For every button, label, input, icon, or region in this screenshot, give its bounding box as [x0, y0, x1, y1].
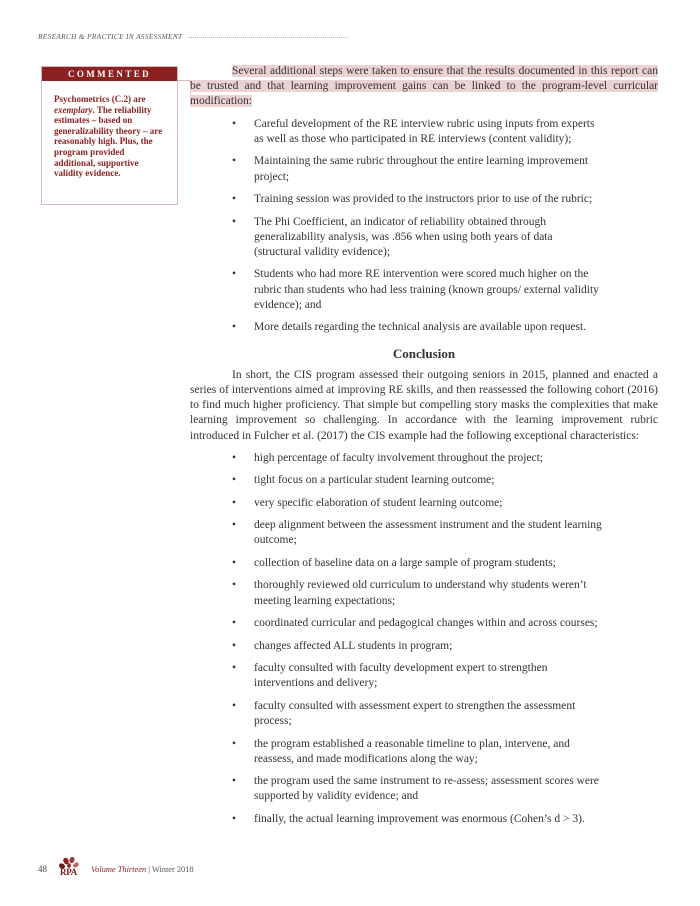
conclusion-heading: Conclusion [392, 345, 456, 361]
logo-wordmark: RPA [60, 867, 77, 877]
running-head [38, 30, 348, 44]
list-item: • faculty consulted with faculty development expert to strengthen interventions and delivery; [232, 661, 602, 691]
main-text [190, 64, 658, 834]
list-item: • Maintaining the same rubric throughout the entire learning improvement project; [232, 154, 602, 184]
list-item: • deep alignment between the assessment instrument and the student learning outcome; [232, 518, 602, 548]
list-item: • Careful development of the RE interview rubric using inputs from experts as well as those who participated in RE interviews (content validity); [232, 117, 602, 147]
list-item: • high percentage of faculty involvement throughout the project; [232, 451, 602, 466]
list-item: • tight focus on a particular student learning outcome; [232, 473, 602, 488]
characteristics-list [232, 451, 658, 827]
list-item: • changes affected ALL students in program; [232, 639, 602, 654]
comment-body [42, 81, 177, 179]
highlighted-intro: Several additional steps were taken to ensure that the results documented in this report can be trusted and that learning improvement gains can be linked to the program-level curricular modification: [190, 65, 658, 108]
comment-text-b: . The reliability estimates – based on generalizability theory – are reasonably high. Plus, the program provided additional, supportive validity evidence. [54, 104, 163, 179]
footer [38, 856, 194, 882]
list-item: • More details regarding the technical analysis are available upon request. [232, 320, 602, 335]
list-item: • the program used the same instrument to re-assess; assessment scores were supported by validity evidence; and [232, 774, 602, 804]
running-head-dotted-rule [188, 37, 348, 38]
running-head-title: RESEARCH & PRACTICE IN ASSESSMENT [38, 33, 183, 41]
footer-issue [91, 865, 194, 874]
list-item: • Students who had more RE intervention were scored much higher on the rubric than students who had less training (known groups/ external validity evidence); and [232, 267, 602, 313]
comment-connector-line [178, 80, 190, 81]
list-item: • finally, the actual learning improvement was enormous (Cohen’s d > 3). [232, 812, 602, 827]
list-item: • faculty consulted with assessment expert to strengthen the assessment process; [232, 699, 602, 729]
list-item: • thoroughly reviewed old curriculum to understand why students weren’t meeting learning expectations; [232, 578, 602, 608]
comment-box [41, 66, 178, 205]
footer-separator: | [146, 864, 152, 874]
list-item: • the program established a reasonable timeline to plan, intervene, and reassess, and made modifications along the way; [232, 737, 602, 767]
list-item: • coordinated curricular and pedagogical changes within and across courses; [232, 616, 602, 631]
list-item: • The Phi Coefficient, an indicator of reliability obtained through generalizability analysis, was .856 when using both years of data (structural validity evidence); [232, 215, 602, 261]
comment-text-emphasis: exemplary [54, 104, 93, 115]
conclusion-paragraph: In short, the CIS program assessed their outgoing seniors in 2015, planned and enacted a series of interventions aimed at improving RE skills, and then reassessed the following cohort (2016) to find much higher proficiency. That simple but compelling story masks the complexities that make learning improvement so challenging. In accordance with the learning improvement rubric introduced in Fulcher et al. (2017) the CIS example had the following exceptional characteristics: [190, 368, 658, 442]
footer-season: Winter 2018 [151, 864, 194, 874]
footer-volume: Volume Thirteen [91, 864, 147, 874]
rpa-logo [55, 856, 87, 882]
list-item: • collection of baseline data on a large sample of program students; [232, 556, 602, 571]
intro-paragraph [190, 64, 658, 110]
comment-text-a: Psychometrics (C.2) are [54, 94, 146, 104]
comment-header: COMMENTED [42, 67, 177, 81]
validity-steps-list [232, 117, 658, 336]
page-number: 48 [38, 864, 47, 874]
list-item: • Training session was provided to the instructors prior to use of the rubric; [232, 192, 602, 207]
list-item: • very specific elaboration of student learning outcome; [232, 496, 602, 511]
